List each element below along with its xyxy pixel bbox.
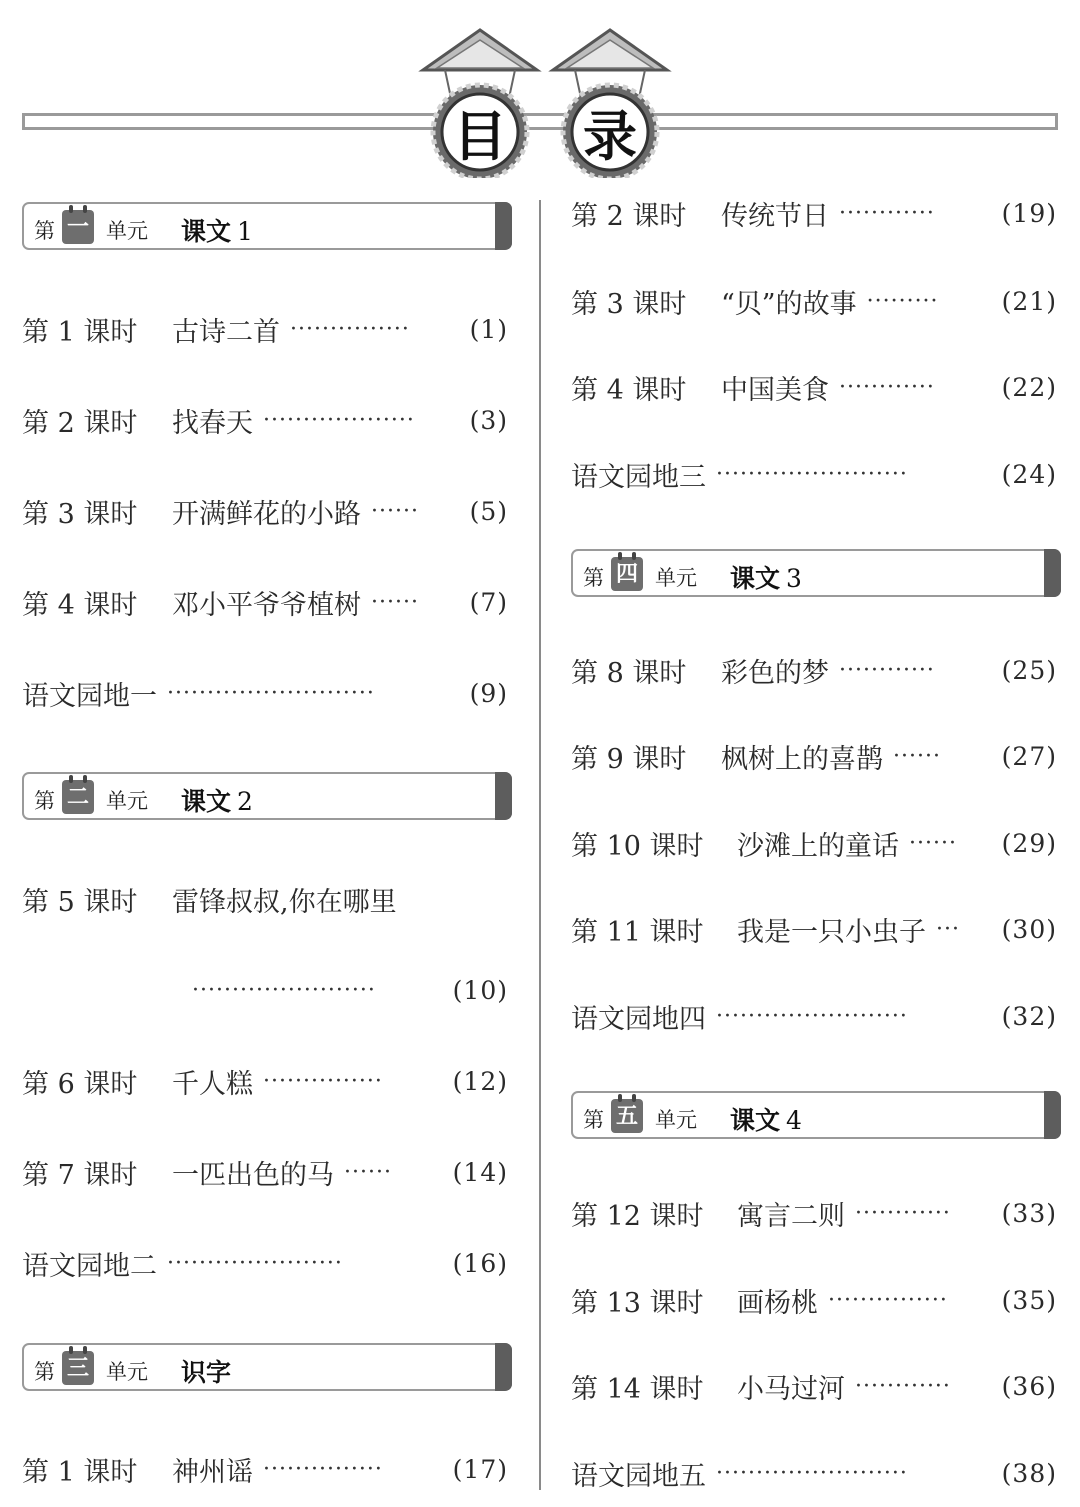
toc-entry[interactable] <box>571 823 1057 863</box>
toc-leader-dots: ········· <box>866 288 939 314</box>
toc-page-number: (16) <box>452 1248 508 1278</box>
toc-page-number: (30) <box>1001 914 1057 944</box>
unit-title <box>181 782 253 818</box>
toc-title: 沙滩上的童话 <box>737 830 899 862</box>
toc-title: 神州谣 <box>172 1456 253 1488</box>
badge-glyph-lu: 录 <box>583 104 637 168</box>
unit-bar-cap <box>1044 549 1061 597</box>
unit-di-label: 第 <box>34 1360 55 1384</box>
unit-header-3 <box>22 1343 512 1391</box>
unit-title <box>730 1101 802 1137</box>
toc-entry[interactable] <box>571 454 1057 494</box>
unit-number-badge: 一 <box>62 210 94 244</box>
toc-title: 千人糕 <box>172 1068 253 1100</box>
toc-page-number: (29) <box>1001 828 1057 858</box>
toc-page-number: (36) <box>1001 1371 1057 1401</box>
toc-page-number: (12) <box>452 1066 508 1096</box>
unit-header-2 <box>22 772 512 820</box>
unit-bar-cap <box>495 772 512 820</box>
unit-title <box>181 1353 231 1389</box>
toc-leader-dots: ························ <box>716 461 908 487</box>
unit-bar-cap <box>1044 1091 1061 1139</box>
toc-lesson: 第 8 课时 <box>571 657 687 689</box>
toc-lesson: 第 5 课时 <box>22 886 138 918</box>
toc-lesson: 第 11 课时 <box>571 916 704 948</box>
unit-number-badge: 四 <box>611 557 643 591</box>
toc-entry[interactable] <box>22 491 508 531</box>
toc-entry[interactable] <box>22 309 508 349</box>
toc-title: 传统节日 <box>721 200 829 232</box>
toc-entry[interactable] <box>571 1280 1057 1320</box>
toc-lesson: 第 1 课时 <box>22 316 138 348</box>
toc-lesson: 第 2 课时 <box>571 200 687 232</box>
toc-title: 枫树上的喜鹊 <box>721 743 883 775</box>
toc-entry[interactable] <box>22 1152 508 1192</box>
toc-leader-dots: ··················· <box>263 407 415 433</box>
unit-header-5 <box>571 1091 1061 1139</box>
toc-page-number: (19) <box>1001 198 1057 228</box>
toc-entry[interactable] <box>571 909 1057 949</box>
toc-title: 古诗二首 <box>172 316 280 348</box>
toc-leader-dots: ··············· <box>263 1068 383 1094</box>
toc-page-number: (24) <box>1001 459 1057 489</box>
unit-di-label: 第 <box>583 1108 604 1132</box>
title-badge-right <box>545 28 675 178</box>
toc-entry[interactable] <box>571 281 1057 321</box>
toc-page-number: (32) <box>1001 1001 1057 1031</box>
toc-page-number: (7) <box>469 587 508 617</box>
toc-entry[interactable] <box>22 1449 508 1489</box>
toc-leader-dots: ············ <box>855 1200 951 1226</box>
toc-lesson: 第 1 课时 <box>22 1456 138 1488</box>
toc-entry[interactable] <box>571 367 1057 407</box>
toc-page-number: (3) <box>469 405 508 435</box>
unit-dan-label: 单元 <box>106 1360 148 1384</box>
title-badge-left <box>415 28 545 178</box>
toc-leader-dots: ······ <box>344 1159 392 1185</box>
toc-leader-dots: ··· <box>936 916 960 942</box>
toc-leader-dots: ······ <box>893 743 941 769</box>
toc-page-number: (38) <box>1001 1458 1057 1488</box>
toc-title: 邓小平爷爷植树 <box>172 589 361 621</box>
unit-title <box>181 212 253 248</box>
column-divider <box>539 200 541 1490</box>
toc-page-number: (22) <box>1001 372 1057 402</box>
toc-entry[interactable] <box>571 996 1057 1036</box>
toc-leader-dots: ············ <box>855 1373 951 1399</box>
toc-leader-dots: ··············· <box>263 1456 383 1482</box>
toc-page-number: (33) <box>1001 1198 1057 1228</box>
toc-lesson: 第 14 课时 <box>571 1373 704 1405</box>
toc-lesson: 第 3 课时 <box>22 498 138 530</box>
unit-title-text: 课文 <box>730 564 781 593</box>
toc-entry[interactable] <box>571 736 1057 776</box>
unit-number-badge: 二 <box>62 780 94 814</box>
toc-page-number: (5) <box>469 496 508 526</box>
unit-title-text: 识字 <box>181 1358 232 1387</box>
toc-leader-dots: ··············· <box>828 1287 948 1313</box>
toc-page-number: (35) <box>1001 1285 1057 1315</box>
toc-leader-dots: ························ <box>716 1460 908 1486</box>
toc-leader-dots: ··············· <box>290 316 410 342</box>
toc-title: 画杨桃 <box>737 1287 818 1319</box>
unit-title-text: 课文 <box>730 1106 781 1135</box>
unit-di-label: 第 <box>583 566 604 590</box>
toc-page-number: (9) <box>469 678 508 708</box>
toc-title: 语文园地五 <box>571 1460 706 1492</box>
header-rule-left-cap <box>22 113 25 130</box>
toc-title: 雷锋叔叔,你在哪里 <box>172 886 397 918</box>
toc-leader-dots: ······ <box>909 830 957 856</box>
unit-number-badge: 三 <box>62 1351 94 1385</box>
unit-dan-label: 单元 <box>655 1108 697 1132</box>
toc-entry-continuation[interactable] <box>192 970 508 1010</box>
toc-title: 小马过河 <box>737 1373 845 1405</box>
toc-leader-dots: ······················· <box>192 977 376 1003</box>
toc-page-number: (25) <box>1001 655 1057 685</box>
toc-lesson: 第 4 课时 <box>571 374 687 406</box>
toc-lesson: 第 2 课时 <box>22 407 138 439</box>
toc-page-number: (10) <box>452 975 508 1005</box>
toc-title: 语文园地一 <box>22 680 157 712</box>
toc-entry[interactable] <box>22 400 508 440</box>
unit-dan-label: 单元 <box>655 566 697 590</box>
toc-leader-dots: ························ <box>716 1003 908 1029</box>
unit-title-number: 3 <box>786 564 802 593</box>
toc-page-number: (14) <box>452 1157 508 1187</box>
unit-title-text: 课文 <box>181 217 232 246</box>
toc-leader-dots: ············ <box>839 657 935 683</box>
toc-leader-dots: ············ <box>839 374 935 400</box>
toc-lesson: 第 6 课时 <box>22 1068 138 1100</box>
toc-leader-dots: ······················ <box>167 1250 343 1276</box>
toc-leader-dots: ······ <box>371 589 419 615</box>
toc-lesson: 第 4 课时 <box>22 589 138 621</box>
unit-title-number: 4 <box>786 1106 802 1135</box>
unit-di-label: 第 <box>34 789 55 813</box>
toc-page-number: (21) <box>1001 286 1057 316</box>
toc-entry[interactable] <box>22 673 508 713</box>
toc-title: 一匹出色的马 <box>172 1159 334 1191</box>
toc-entry[interactable] <box>571 1453 1057 1493</box>
toc-title: 语文园地四 <box>571 1003 706 1035</box>
toc-lesson: 第 12 课时 <box>571 1200 704 1232</box>
toc-entry[interactable] <box>22 1061 508 1101</box>
toc-title: 我是一只小虫子 <box>737 916 926 948</box>
toc-title: “贝”的故事 <box>721 288 857 320</box>
toc-lesson: 第 10 课时 <box>571 830 704 862</box>
toc-leader-dots: ············ <box>839 200 935 226</box>
unit-dan-label: 单元 <box>106 789 148 813</box>
unit-bar-cap <box>495 202 512 250</box>
toc-lesson: 第 7 课时 <box>22 1159 138 1191</box>
unit-title-number: 1 <box>237 217 253 246</box>
toc-title: 语文园地二 <box>22 1250 157 1282</box>
badge-glyph-mu: 目 <box>453 104 507 168</box>
toc-entry[interactable] <box>22 879 508 919</box>
unit-title <box>730 559 802 595</box>
unit-header-1 <box>22 202 512 250</box>
toc-page-number: (1) <box>469 314 508 344</box>
unit-title-number: 2 <box>237 787 253 816</box>
toc-entry[interactable] <box>22 582 508 622</box>
toc-leader-dots: ······ <box>371 498 419 524</box>
toc-page-number: (17) <box>452 1454 508 1484</box>
toc-lesson: 第 13 课时 <box>571 1287 704 1319</box>
toc-title: 寓言二则 <box>737 1200 845 1232</box>
unit-header-4 <box>571 549 1061 597</box>
unit-number-badge: 五 <box>611 1099 643 1133</box>
unit-di-label: 第 <box>34 219 55 243</box>
toc-entry[interactable] <box>571 1366 1057 1406</box>
toc-entry[interactable] <box>571 650 1057 690</box>
toc-title: 找春天 <box>172 407 253 439</box>
toc-title: 开满鲜花的小路 <box>172 498 361 530</box>
toc-lesson: 第 3 课时 <box>571 288 687 320</box>
toc-title: 语文园地三 <box>571 461 706 493</box>
toc-entry[interactable] <box>571 193 1057 233</box>
toc-leader-dots: ·························· <box>167 680 375 706</box>
toc-title: 彩色的梦 <box>721 657 829 689</box>
unit-dan-label: 单元 <box>106 219 148 243</box>
toc-title: 中国美食 <box>721 374 829 406</box>
unit-bar-cap <box>495 1343 512 1391</box>
header-rule-right-cap <box>1055 113 1058 130</box>
toc-entry[interactable] <box>22 1243 508 1283</box>
unit-title-text: 课文 <box>181 787 232 816</box>
toc-entry[interactable] <box>571 1193 1057 1233</box>
toc-page-number: (27) <box>1001 741 1057 771</box>
toc-lesson: 第 9 课时 <box>571 743 687 775</box>
